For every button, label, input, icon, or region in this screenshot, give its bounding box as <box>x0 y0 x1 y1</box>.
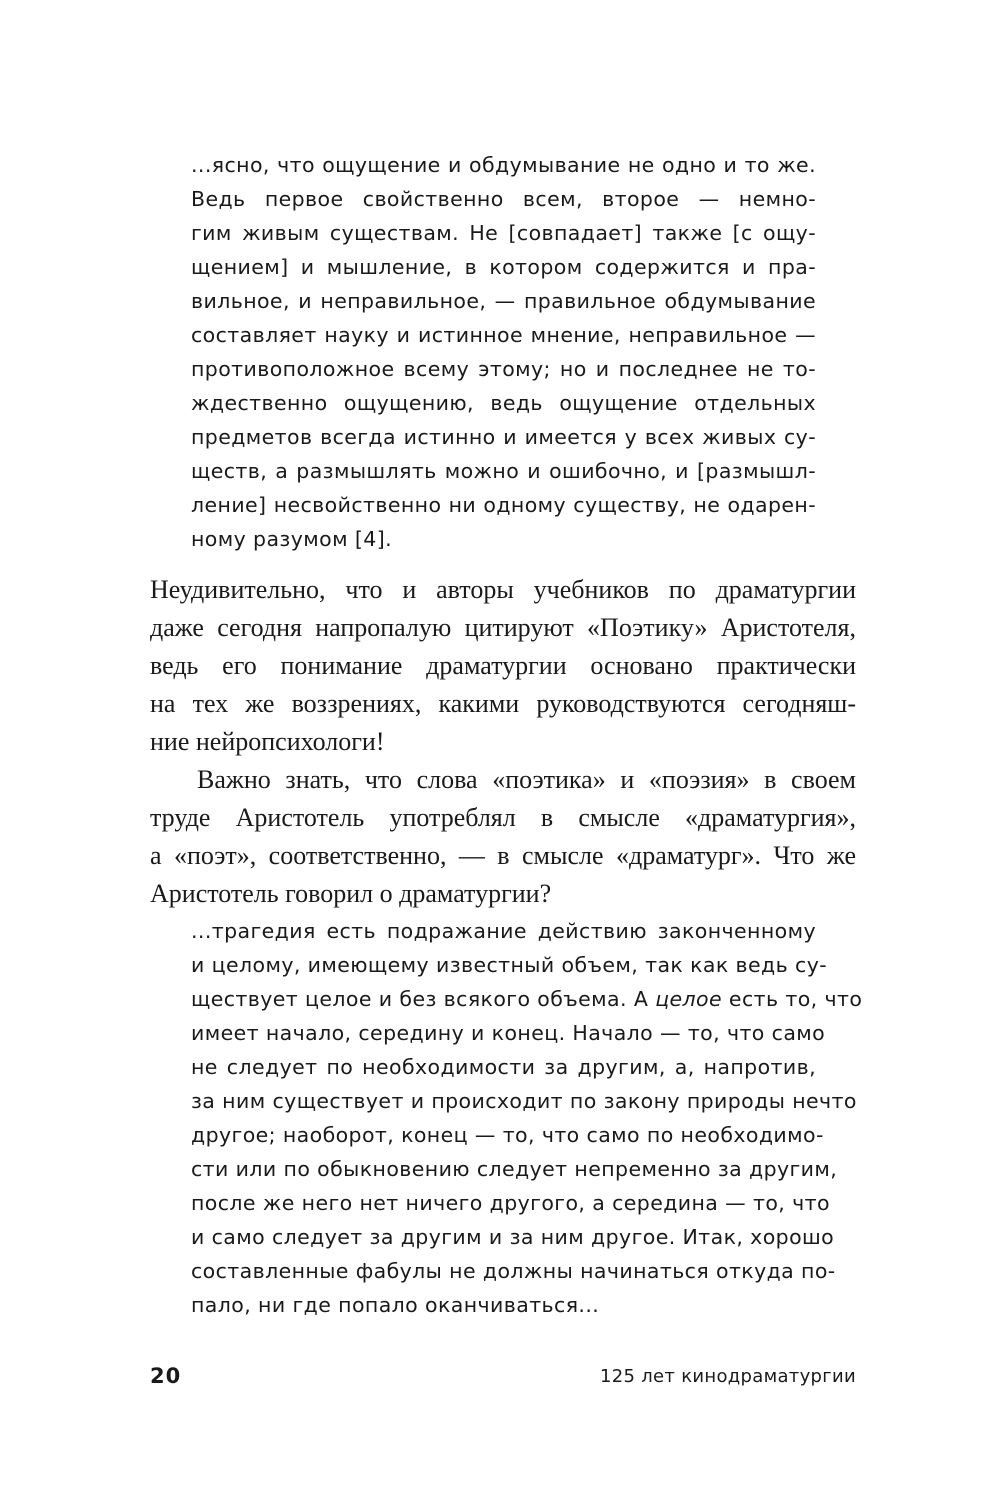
body-text <box>150 571 856 913</box>
quote-aristotle-on-soul <box>191 148 816 556</box>
body-line: Неудивительно, что и авторы учебников по драматургии <box>150 575 856 604</box>
quote-line: вильное, и неправильное, — правильное обдумывание <box>191 289 816 313</box>
quote-line: ждественно ощущению, ведь ощущение отдельных <box>191 391 816 415</box>
quote-line: гим живым существам. Не [совпадает] также [с ощу- <box>191 221 816 245</box>
body-line: труде Аристотель употреблял в смысле «драматургия», <box>150 803 856 832</box>
quote-aristotle-poetics <box>191 914 863 1322</box>
quote-line: после же него нет ничего другого, а середина — то, что <box>191 1191 830 1215</box>
body-line: даже сегодня напропалую цитируют «Поэтику» Аристотеля, <box>150 613 856 642</box>
paragraph-2 <box>150 761 856 913</box>
quote-line: и само следует за другим и за ним другое. Итак, хорошо <box>191 1225 835 1249</box>
quote-text: есть то, что <box>722 987 863 1011</box>
quote-line: другое; наоборот, конец — то, что само по необходимо- <box>191 1123 824 1147</box>
body-line: на тех же воззрениях, какими руководствуются сегодняш- <box>150 689 856 718</box>
quote-line: предметов всегда истинно и имеется у всех живых су- <box>191 425 816 449</box>
body-line: а «поэт», соответственно, — в смысле «драматург». Что же <box>150 841 856 870</box>
quote-line: ному разумом [4]. <box>191 527 393 551</box>
page-footer <box>150 1364 856 1392</box>
quote-line: не следует по необходимости за другим, а, напротив, <box>191 1055 816 1079</box>
body-line: Важно знать, что слова «поэтика» и «поэзия» в своем <box>197 765 856 794</box>
body-line: ведь его понимание драматургии основано практически <box>150 651 856 680</box>
quote-line: ...ясно, что ощущение и обдумывание не одно и то же. <box>191 153 816 177</box>
quote-text: ществует целое и без всякого объема. А <box>191 987 656 1011</box>
paragraph-1 <box>150 571 856 761</box>
quote-line: за ним существует и происходит по закону природы нечто <box>191 1089 857 1113</box>
quote-line: щением] и мышление, в котором содержится и пра- <box>191 255 816 279</box>
quote-line: ществ, а размышлять можно и ошибочно, и [размышл- <box>191 459 816 483</box>
quote-line: составленные фабулы не должны начинаться откуда по- <box>191 1259 836 1283</box>
quote-line: противоположное всему этому; но и последнее не то- <box>191 357 816 381</box>
quote-line: сти или по обыкновению следует непременно за другим, <box>191 1157 838 1181</box>
page-number: 20 <box>150 1364 182 1388</box>
quote-line: пало, ни где попало оканчиваться... <box>191 1293 600 1317</box>
body-line: ние нейропсихологи! <box>150 727 385 756</box>
body-line: Аристотель говорил о драматургии? <box>150 879 552 908</box>
quote-emphasis: целое <box>655 987 723 1011</box>
quote-line: ...трагедия есть подражание действию законченному <box>191 919 816 943</box>
quote-line: Ведь первое свойственно всем, второе — немно- <box>191 187 816 211</box>
running-title: 125 лет кинодраматургии <box>599 1366 856 1387</box>
quote-line: составляет науку и истинное мнение, неправильное — <box>191 323 816 347</box>
quote-line: имеет начало, середину и конец. Начало — то, что само <box>191 1021 826 1045</box>
quote-line: и целому, имеющему известный объем, так как ведь су- <box>191 953 828 977</box>
quote-line <box>191 982 863 1016</box>
quote-line: ление] несвойственно ни одному существу, не одарен- <box>191 493 816 517</box>
